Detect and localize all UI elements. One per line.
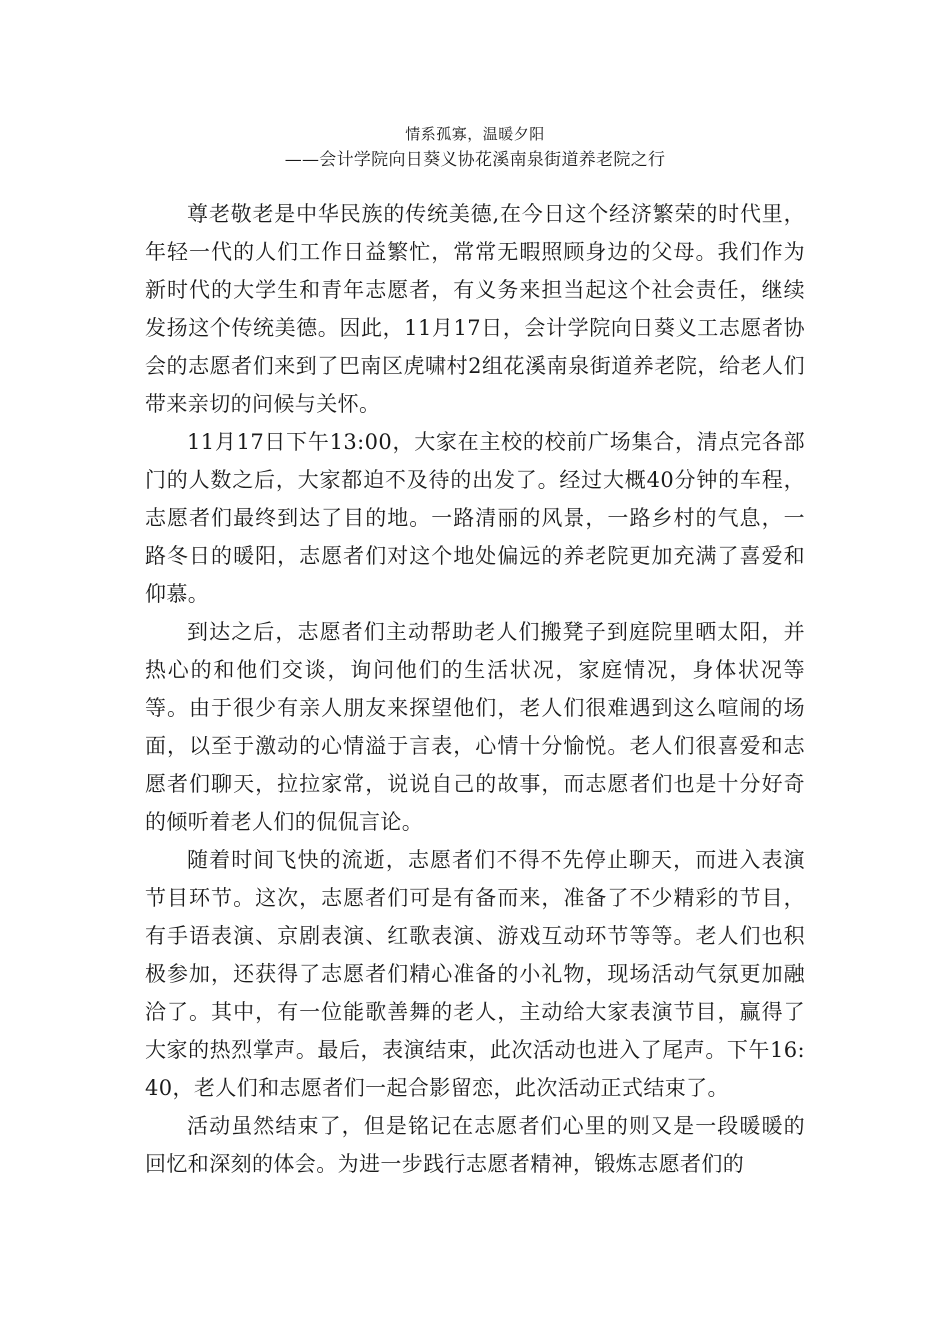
- paragraph: 活动虽然结束了，但是铭记在志愿者们心里的则又是一段暖暖的回忆和深刻的体会。为进一步践行志愿者精神，锻炼志愿者们的: [145, 1114, 805, 1176]
- document-title: 情系孤寡，温暖夕阳: [405, 125, 545, 143]
- document-body: [145, 195, 805, 1183]
- paragraph: 到达之后，志愿者们主动帮助老人们搬凳子到庭院里晒太阳，并热心的和他们交谈，询问他们的生活状况，家庭情况，身体状况等等。由于很少有亲人朋友来探望他们，老人们很难遇到这么喧闹的场面，以至于激动的心情溢于言表，心情十分愉悦。老人们很喜爱和志愿者们聊天，拉拉家常，说说自己的故事，而志愿者们也是十分好奇的倾听着老人们的侃侃言论。: [145, 620, 805, 834]
- paragraph: 随着时间飞快的流逝，志愿者们不得不先停止聊天，而进入表演节目环节。这次，志愿者们可是有备而来，准备了不少精彩的节目，有手语表演、京剧表演、红歌表演、游戏互动环节等等。老人们也积极参加，还获得了志愿者们精心准备的小礼物，现场活动气氛更加融洽了。其中，有一位能歌善舞的老人，主动给大家表演节目，赢得了大家的热烈掌声。最后，表演结束，此次活动也进入了尾声。下午16:40，老人们和志愿者们一起合影留恋，此次活动正式结束了。: [145, 848, 805, 1100]
- document-subtitle: ——会计学院向日葵义协花溪南泉街道养老院之行: [284, 150, 666, 170]
- paragraph: 尊老敬老是中华民族的传统美德,在今日这个经济繁荣的时代里，年轻一代的人们工作日益繁忙，常常无暇照顾身边的父母。我们作为新时代的大学生和青年志愿者，有义务来担当起这个社会责任，继续发扬这个传统美德。因此，11月17日，会计学院向日葵义工志愿者协会的志愿者们来到了巴南区虎啸村2组花溪南泉街道养老院，给老人们带来亲切的问候与关怀。: [145, 202, 805, 416]
- paragraph: 11月17日下午13:00，大家在主校的校前广场集合，清点完各部门的人数之后，大家都迫不及待的出发了。经过大概40分钟的车程，志愿者们最终到达了目的地。一路清丽的风景，一路乡村的气息，一路冬日的暖阳，志愿者们对这个地处偏远的养老院更加充满了喜爱和仰慕。: [145, 430, 805, 606]
